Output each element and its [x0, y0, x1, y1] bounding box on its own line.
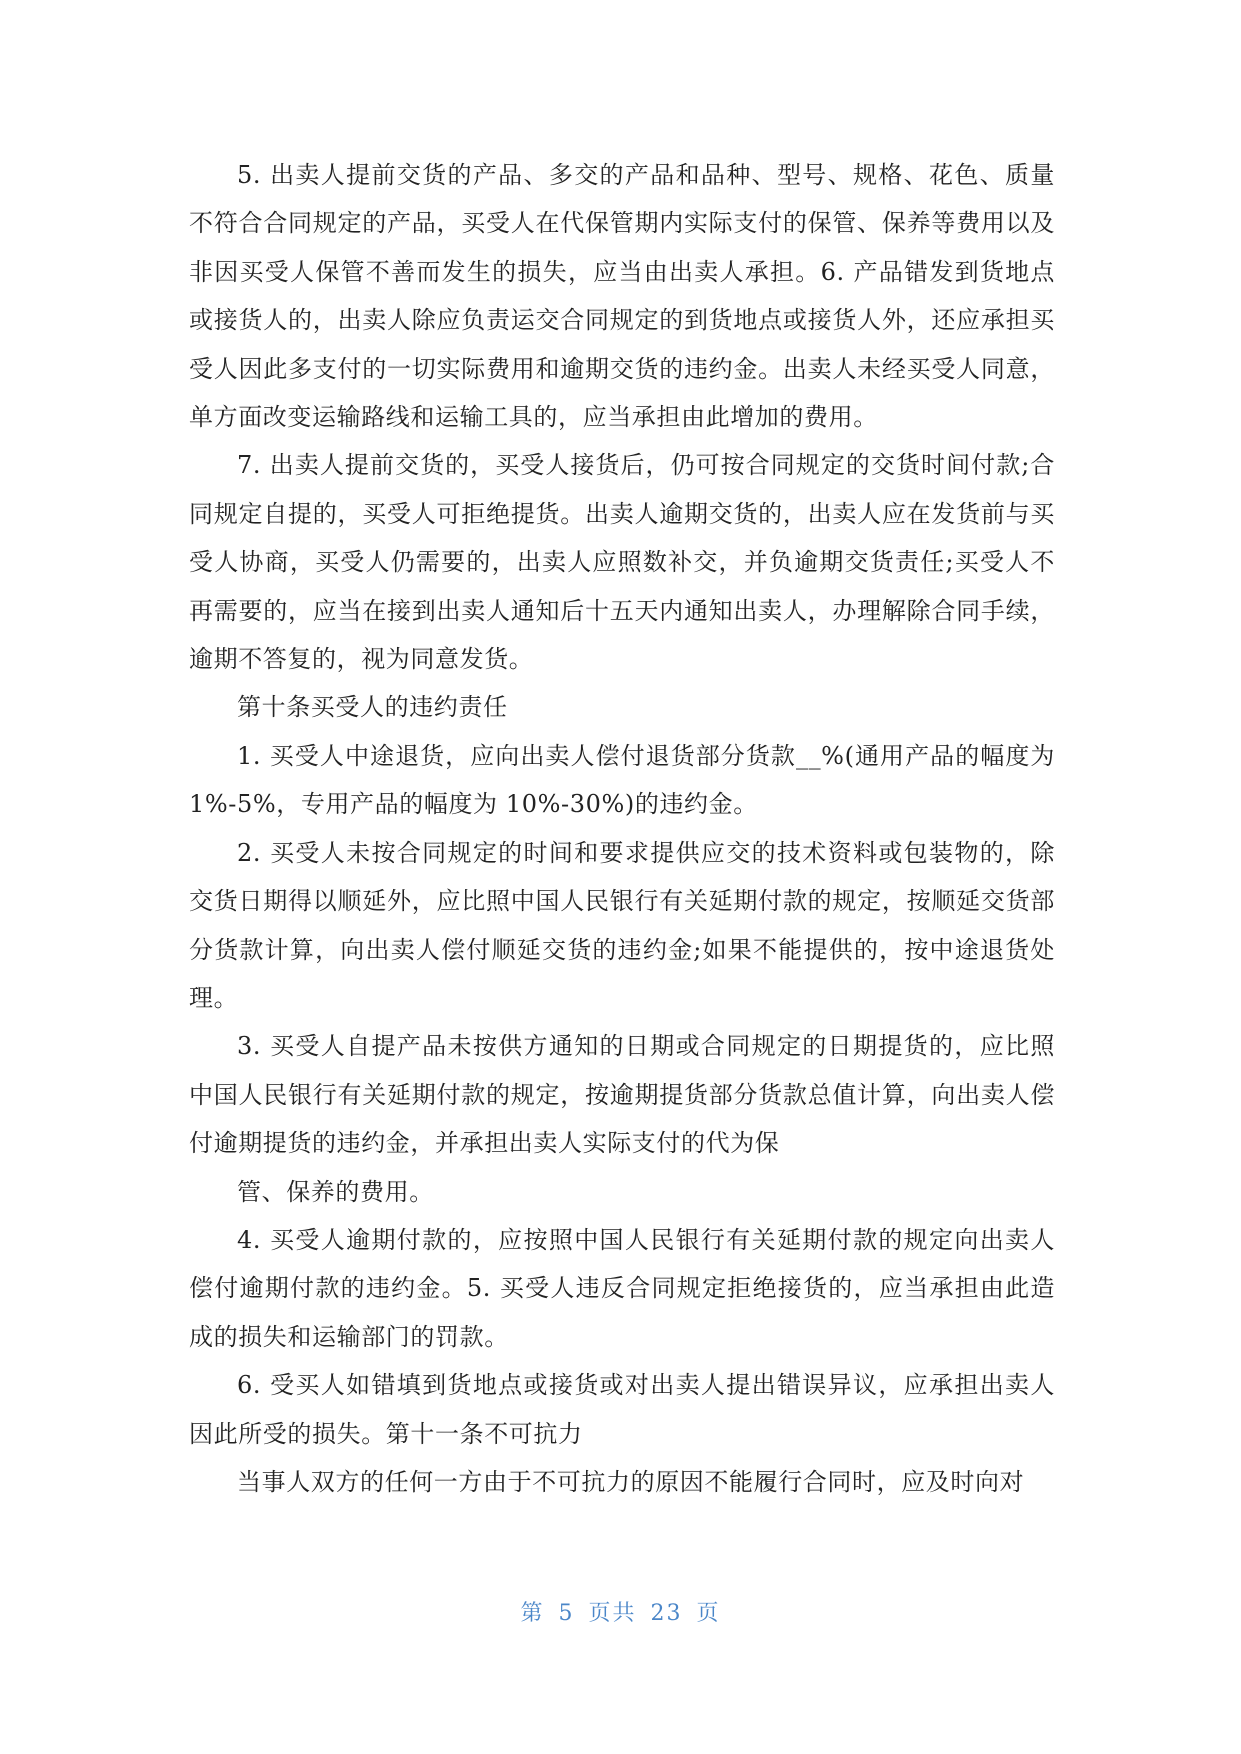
- page-footer: [0, 1596, 1241, 1627]
- paragraph-clause-7: 7. 出卖人提前交货的，买受人接货后，仍可按合同规定的交货时间付款;合同规定自提的，买受人可拒绝提货。出卖人逾期交货的，出卖人应在发货前与买受人协商，买受人仍需要的，出卖人应照数补交，并负逾期交货责任;买受人不再需要的，应当在接到出卖人通知后十五天内通知出卖人，办理解除合同手续，逾期不答复的，视为同意发货。: [189, 451, 1055, 674]
- paragraph-buyer-clause-4-5: 4. 买受人逾期付款的，应按照中国人民银行有关延期付款的规定向出卖人偿付逾期付款的违约金。5. 买受人违反合同规定拒绝接货的，应当承担由此造成的损失和运输部门的罚款。: [189, 1225, 1055, 1351]
- paragraph-buyer-clause-2: 2. 买受人未按合同规定的时间和要求提供应交的技术资料或包装物的，除交货日期得以顺延外，应比照中国人民银行有关延期付款的规定，按顺延交货部分货款计算，向出卖人偿付顺延交货的违约金;如果不能提供的，按中途退货处理。: [189, 838, 1055, 1012]
- document-body: [189, 151, 1055, 1506]
- section-heading-article-10: 第十条买受人的违约责任: [237, 693, 508, 722]
- paragraph-buyer-clause-3: 3. 买受人自提产品未按供方通知的日期或合同规定的日期提货的，应比照中国人民银行有关延期付款的规定，按逾期提货部分货款总值计算，向出卖人偿付逾期提货的违约金，并承担出卖人实际支付的代为保: [189, 1032, 1055, 1158]
- footer-middle: 页共: [588, 1601, 637, 1626]
- footer-prefix: 第: [520, 1601, 545, 1626]
- paragraph-buyer-clause-1: 1. 买受人中途退货，应向出卖人偿付退货部分货款__%(通用产品的幅度为 1%-5%，专用产品的幅度为 10%-30%)的违约金。: [189, 741, 1055, 819]
- footer-suffix: 页: [696, 1601, 721, 1626]
- paragraph-buyer-clause-3-continued: 管、保养的费用。: [237, 1177, 434, 1206]
- footer-total-pages: 23: [650, 1601, 683, 1626]
- paragraph-force-majeure: 当事人双方的任何一方由于不可抗力的原因不能履行合同时，应及时向对: [237, 1467, 1025, 1496]
- paragraph-clause-5-6: 5. 出卖人提前交货的产品、多交的产品和品种、型号、规格、花色、质量不符合合同规定的产品，买受人在代保管期内实际支付的保管、保养等费用以及非因买受人保管不善而发生的损失，应当由出卖人承担。6. 产品错发到货地点或接货人的，出卖人除应负责运交合同规定的到货地点或接货人外，还应承担买受人因此多支付的一切实际费用和逾期交货的违约金。出卖人未经买受人同意，单方面改变运输路线和运输工具的，应当承担由此增加的费用。: [189, 161, 1055, 432]
- paragraph-buyer-clause-6: 6. 受买人如错填到货地点或接货或对出卖人提出错误异议，应承担出卖人因此所受的损失。第十一条不可抗力: [189, 1371, 1055, 1448]
- footer-current-page: 5: [558, 1601, 575, 1626]
